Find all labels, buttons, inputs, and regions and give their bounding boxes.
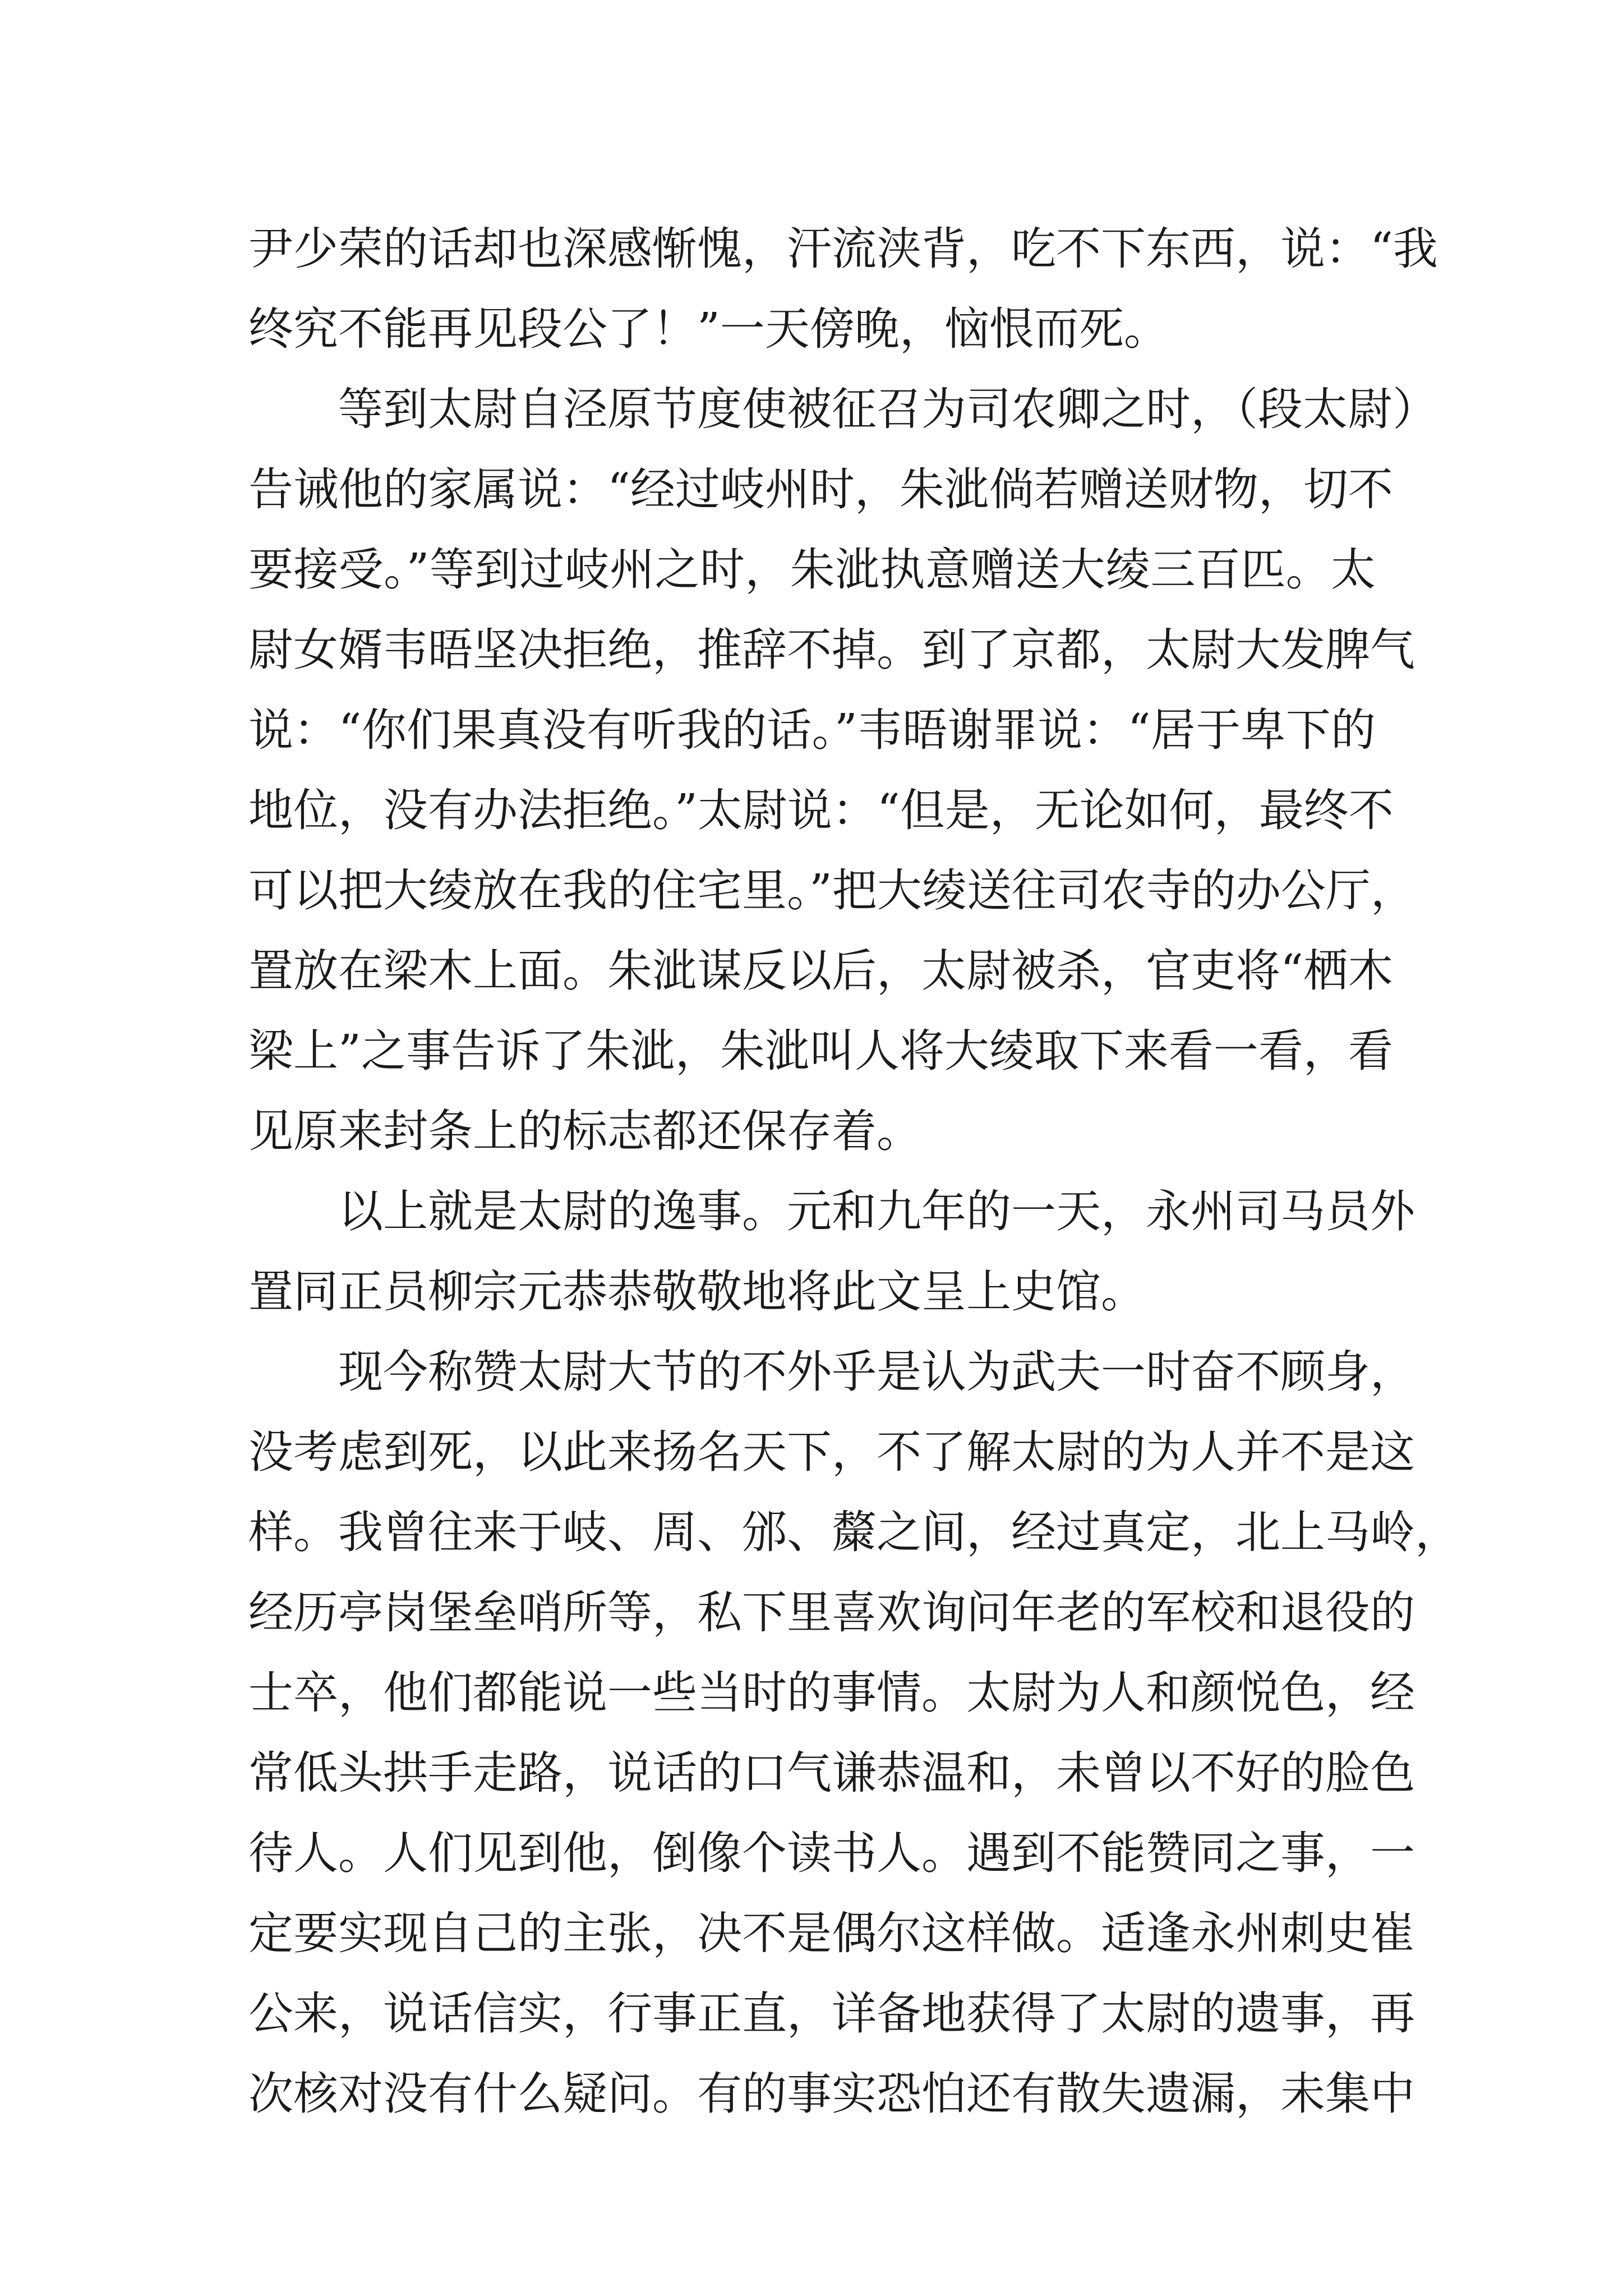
text-line: 尉女婿韦晤坚决拒绝，推辞不掉。到了京都，太尉大发脾气 <box>248 624 1415 676</box>
paragraph-first-line: 等到太尉自泾原节度使被征召为司农卿之时，（段太尉） <box>338 383 1437 435</box>
text-line: 告诫他的家属说：“经过岐州时，朱泚倘若赠送财物，切不 <box>248 463 1393 516</box>
text-line: 置同正员柳宗元恭恭敬敬地将此文呈上史馆。 <box>248 1266 1146 1318</box>
text-line: 没考虑到死，以此来扬名天下，不了解太尉的为人并不是这 <box>248 1426 1415 1478</box>
paragraph-first-line: 以上就是太尉的逸事。元和九年的一天，永州司马员外 <box>338 1185 1415 1237</box>
text-line: 待人。人们见到他，倒像个读书人。遇到不能赞同之事，一 <box>248 1827 1415 1879</box>
text-line: 见原来封条上的标志都还保存着。 <box>248 1105 921 1157</box>
text-line: 梁上”之事告诉了朱泚，朱泚叫人将大绫取下来看一看，看 <box>248 1025 1393 1077</box>
text-line: 可以把大绫放在我的住宅里。”把大绫送往司农寺的办公厅， <box>248 864 1415 917</box>
text-line: 要接受。”等到过岐州之时，朱泚执意赠送大绫三百匹。太 <box>248 544 1376 596</box>
text-line: 说：“你们果真没有听我的话。”韦晤谢罪说：“居于卑下的 <box>248 704 1376 756</box>
text-line: 定要实现自己的主张，决不是偶尔这样做。适逢永州刺史崔 <box>248 1907 1415 1959</box>
document-body <box>248 209 1460 2134</box>
text-line: 经历亭岗堡垒哨所等，私下里喜欢询问年老的军校和退役的 <box>248 1586 1415 1639</box>
text-line: 样。我曾往来于岐、周、邠、斄之间，经过真定，北上马岭， <box>248 1506 1460 1558</box>
text-line: 次核对没有什么疑问。有的事实恐怕还有散失遗漏，未集中 <box>248 2068 1415 2120</box>
text-line: 公来，说话信实，行事正直，详备地获得了太尉的遗事，再 <box>248 1987 1415 2040</box>
text-line: 置放在梁木上面。朱泚谋反以后，太尉被杀，官吏将“栖木 <box>248 945 1393 997</box>
text-line: 终究不能再见段公了！”一天傍晚，恼恨而死。 <box>248 303 1169 355</box>
text-line: 士卒，他们都能说一些当时的事情。太尉为人和颜悦色，经 <box>248 1667 1415 1719</box>
text-line: 常低头拱手走路，说话的口气谦恭温和，未曾以不好的脸色 <box>248 1747 1415 1799</box>
text-line: 地位，没有办法拒绝。”太尉说：“但是，无论如何，最终不 <box>248 784 1394 836</box>
paragraph-first-line: 现今称赞太尉大节的不外乎是认为武夫一时奋不顾身， <box>338 1346 1415 1398</box>
text-line: 尹少荣的话却也深感惭愧，汗流浃背，吃不下东西，说：“我 <box>248 223 1438 275</box>
